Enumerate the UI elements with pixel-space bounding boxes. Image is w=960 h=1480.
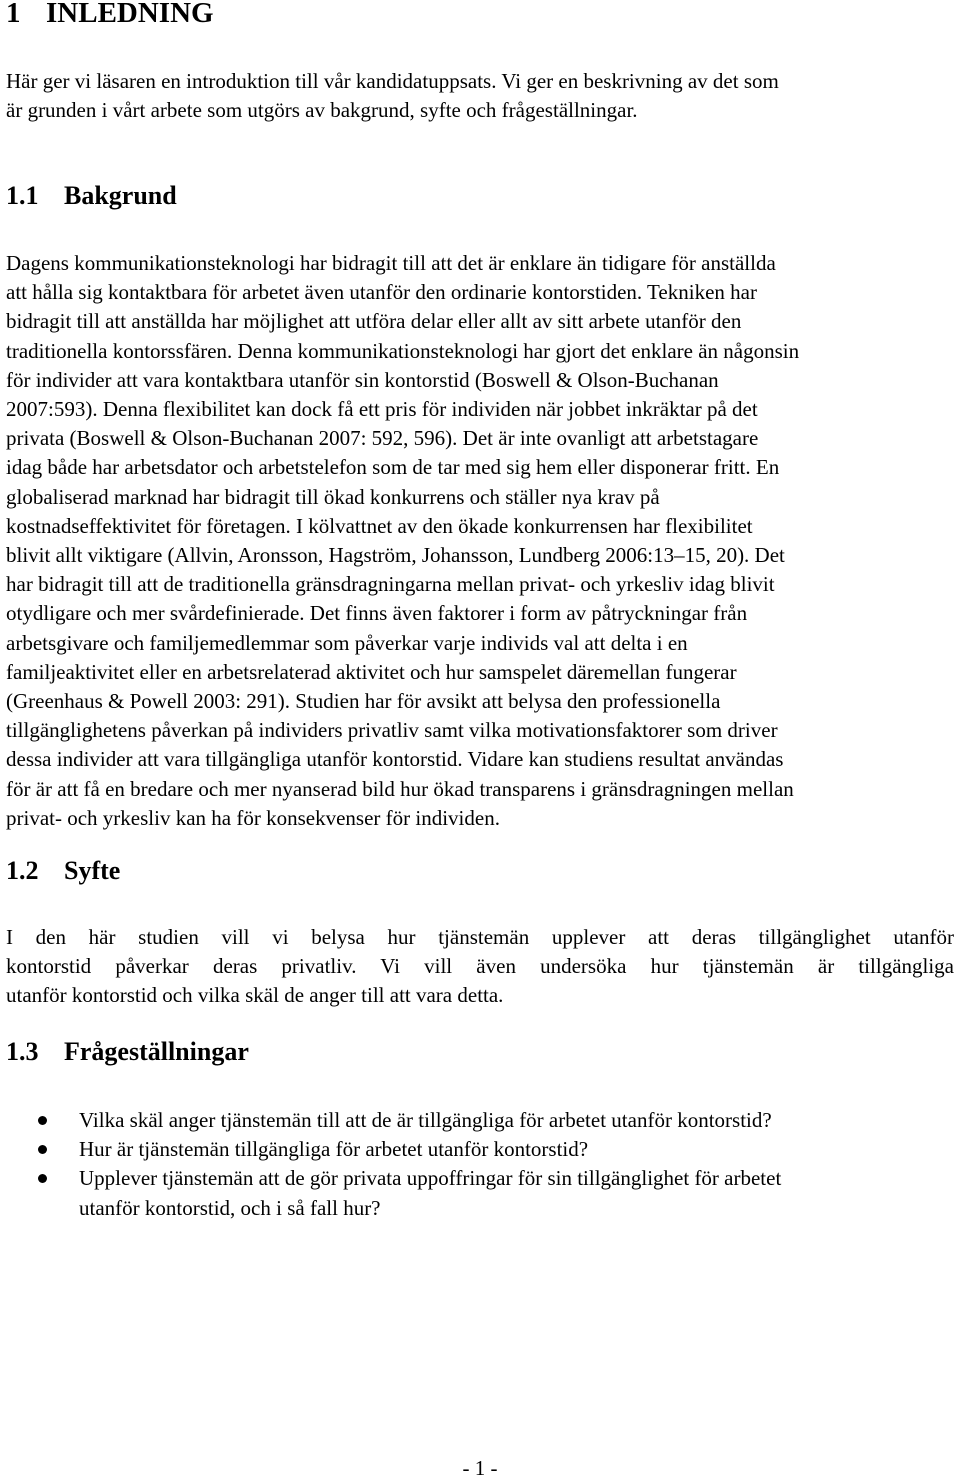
paragraph-line: kontorstid påverkar deras privatliv. Vi vill även undersöka hur tjänstemän är tillgängliga — [6, 954, 954, 979]
paragraph-line: (Greenhaus & Powell 2003: 291). Studien har för avsikt att belysa den professionella — [6, 689, 721, 714]
paragraph-line: för är att få en bredare och mer nyanserad bild hur ökad transparens i gränsdragningen mellan — [6, 776, 794, 801]
paragraph-line: är grunden i vårt arbete som utgörs av bakgrund, syfte och frågeställningar. — [6, 98, 638, 123]
section-number: 1.1 — [6, 181, 39, 210]
paragraph-line: privat- och yrkesliv kan ha för konsekvenser för individen. — [6, 805, 500, 830]
paragraph-line: att hålla sig kontaktbara för arbetet även utanför den ordinarie kontorstiden. Tekniken har — [6, 280, 757, 305]
paragraph-line: blivit allt viktigare (Allvin, Aronsson, Hagström, Johansson, Lundberg 2006:13–15, 20). Det — [6, 543, 785, 568]
list-item-line: Hur är tjänstemän tillgängliga för arbetet utanför kontorstid? — [79, 1137, 589, 1162]
list-item-line: Vilka skäl anger tjänstemän till att de är tillgängliga för arbetet utanför kontorstid? — [79, 1108, 772, 1132]
bullet-icon — [38, 1174, 47, 1183]
section-number: 1.3 — [6, 1037, 39, 1066]
page-footer — [0, 1456, 960, 1480]
paragraph-line: otydligare och mer svårdefinierade. Det finns även faktorer i form av påtryckningar från — [6, 601, 748, 626]
paragraph-line: I den här studien vill vi belysa hur tjänstemän upplever att deras tillgänglighet utanför — [6, 925, 954, 949]
paragraph-line: dessa individer att vara tillgängliga utanför kontorstid. Vidare kan studiens resultat användas — [6, 747, 784, 772]
paragraph-line: arbetsgivare och familjemedlemmar som påverkar varje individs val att delta i en — [6, 630, 688, 655]
bakgrund-paragraph — [6, 249, 954, 833]
paragraph-line: för individer att vara kontaktbara utanför sin kontorstid (Boswell & Olson-Buchanan — [6, 367, 719, 392]
section-number: 1.2 — [6, 856, 39, 885]
section-heading-fragestallningar — [6, 1037, 249, 1067]
paragraph-line: bidragit till att anställda har möjlighet att utföra delar eller allt av sitt arbete utanför den — [6, 309, 742, 334]
chapter-title: INLEDNING — [46, 0, 214, 29]
chapter-number: 1 — [6, 0, 21, 29]
list-item — [6, 1106, 954, 1135]
section-title: Syfte — [64, 856, 121, 885]
paragraph-line: privata (Boswell & Olson-Buchanan 2007: 592, 596). Det är inte ovanligt att arbetstagare — [6, 426, 759, 451]
paragraph-line: traditionella kontorssfären. Denna kommunikationsteknologi har gjort det enklare än någonsin — [6, 338, 800, 363]
list-item — [6, 1164, 954, 1222]
section-heading-bakgrund — [6, 181, 177, 211]
research-questions-list — [6, 1106, 954, 1223]
bullet-icon — [38, 1116, 47, 1125]
section-title: Bakgrund — [64, 181, 177, 210]
page-number: - 1 - — [462, 1456, 498, 1480]
paragraph-line: 2007:593). Denna flexibilitet kan dock få ett pris för individen när jobbet inkräktar på det — [6, 397, 758, 422]
chapter-heading — [6, 0, 214, 28]
paragraph-line: kostnadseffektivitet för företagen. I kölvattnet av den ökade konkurrensen har flexibilitet — [6, 513, 753, 538]
list-item-line: Upplever tjänstemän att de gör privata uppoffringar för sin tillgänglighet för arbetet — [79, 1166, 782, 1191]
paragraph-line: Här ger vi läsaren en introduktion till vår kandidatuppsats. Vi ger en beskrivning av det som — [6, 69, 779, 93]
bullet-icon — [38, 1145, 47, 1154]
list-item-line: utanför kontorstid, och i så fall hur? — [79, 1195, 381, 1220]
syfte-paragraph — [6, 923, 954, 1011]
paragraph-line: tillgänglighetens påverkan på individers privatliv samt vilka motivationsfaktorer som driver — [6, 718, 778, 743]
section-heading-syfte — [6, 856, 120, 886]
paragraph-line: idag både har arbetsdator och arbetstelefon som de tar med sig hem eller disponerar fritt. En — [6, 455, 780, 480]
section-title: Frågeställningar — [64, 1037, 249, 1066]
paragraph-line: familjeaktivitet eller en arbetsrelaterad aktivitet och hur samspelet däremellan fungerar — [6, 659, 737, 684]
chapter-intro-paragraph — [6, 67, 954, 125]
paragraph-line: Dagens kommunikationsteknologi har bidragit till att det är enklare än tidigare för anställda — [6, 251, 776, 275]
paragraph-line: har bidragit till att de traditionella gränsdragningarna mellan privat- och yrkesliv idag blivit — [6, 572, 775, 597]
list-item — [6, 1135, 954, 1164]
paragraph-line: globaliserad marknad har bidragit till ökad konkurrens och ställer nya krav på — [6, 484, 660, 509]
paragraph-line: utanför kontorstid och vilka skäl de anger till att vara detta. — [6, 983, 504, 1008]
